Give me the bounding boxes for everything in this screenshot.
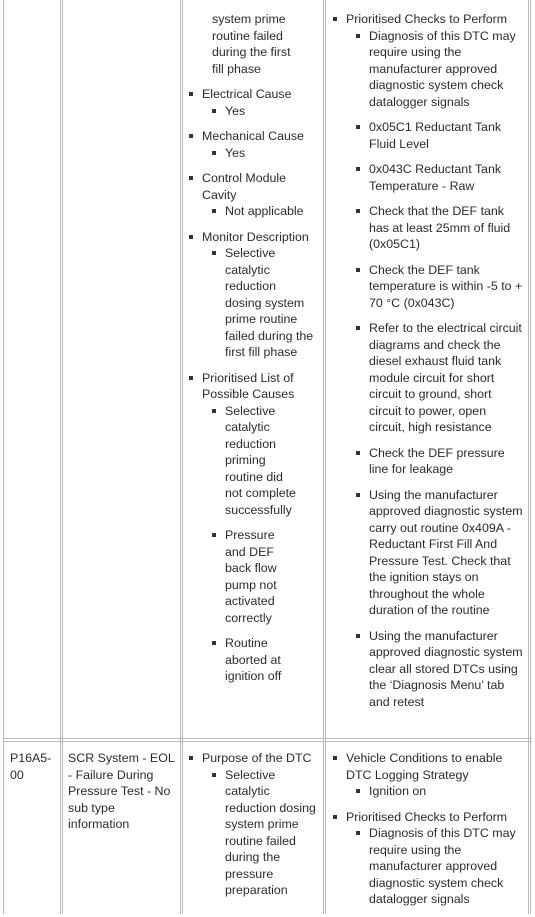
list-item: 0x05C1 Reductant Tank Fluid Level bbox=[356, 119, 525, 152]
row-divider bbox=[3, 738, 532, 739]
list-item: Monitor Description Selective catalytic reduction dosing system prime routine failed during the first fill phase bbox=[189, 229, 321, 361]
list-item: Prioritised Checks to Perform Diagnosis of this DTC may require using the manufacturer approved diagnostic system check datalogger signals 0x05C1 Reductant Tank Fluid Level 0x043C Reductant Tank Temperature - Raw Check that the DEF tank has at least 25mm of fluid (0x05C1) Check the DEF tank temperature is within -5 to + 70 °C (0x043C) Refer to the electrical circuit diagrams and check the diesel exhaust fluid tank module circuit for short circuit to ground, short circuit to power, open circuit, high resistance Check the DEF pressure line for leakage Using the manufacturer approved diagnostic system carry out routine 0x409A - Reductant First Fill And Pressure Test. Check that the ignition stays on throughout the whole duration of the routine Using the manufacturer approved diagnostic system clear all stored DTCs using the ‘Diagnosis Menu’ tab and retest bbox=[333, 11, 525, 710]
list-item: Mechanical Cause Yes bbox=[189, 128, 321, 161]
row2-col3 bbox=[189, 750, 321, 908]
col-divider-3b bbox=[325, 0, 326, 914]
row1-col3 bbox=[189, 11, 321, 694]
monitor-continuation: system prime routine failed during the first fill phase bbox=[212, 12, 291, 76]
list-item: Purpose of the DTC Selective catalytic reduction dosing system prime routine failed during the pressure preparation bbox=[189, 750, 321, 899]
list-item: Diagnosis of this DTC may require using the manufacturer approved diagnostic system check datalogger signals bbox=[356, 28, 525, 111]
col-divider-2 bbox=[180, 0, 181, 914]
list-item: Prioritised List of Possible Causes Selective catalytic reduction priming routine did not complete successfully Pressure and DEF back flow pump not activated correctly Routine aborted at ignition off bbox=[189, 370, 321, 685]
list-item: Routine aborted at ignition off bbox=[212, 635, 297, 685]
list-item: Check that the DEF tank has at least 25mm of fluid (0x05C1) bbox=[356, 203, 525, 253]
dtc-description: SCR System - EOL - Failure During Pressure Test - No sub type information bbox=[68, 751, 175, 831]
row-divider-b bbox=[3, 741, 532, 742]
list-item: Electrical Cause Yes bbox=[189, 86, 321, 119]
list-item: Prioritised Checks to Perform Diagnosis of this DTC may require using the manufacturer approved diagnostic system check datalogger signals bbox=[333, 809, 525, 908]
col-divider-2b bbox=[182, 0, 183, 914]
list-item: Check the DEF tank temperature is within -5 to + 70 °C (0x043C) bbox=[356, 262, 525, 312]
list-item: Diagnosis of this DTC may require using the manufacturer approved diagnostic system check datalogger signals bbox=[356, 825, 525, 908]
list-item: Pressure and DEF back flow pump not activated correctly bbox=[212, 527, 297, 626]
col-divider-3 bbox=[323, 0, 324, 914]
list-item: Vehicle Conditions to enable DTC Logging Strategy Ignition on bbox=[333, 750, 525, 800]
checks-list bbox=[356, 28, 525, 711]
cause-list bbox=[189, 86, 321, 685]
list-item: Selective catalytic reduction dosing system prime routine failed during the first fill phase bbox=[212, 245, 321, 361]
list-item: Selective catalytic reduction priming routine did not complete successfully bbox=[212, 403, 297, 519]
table-border-right-b bbox=[530, 0, 531, 914]
list-item: Yes bbox=[212, 103, 321, 120]
list-item: Check the DEF pressure line for leakage bbox=[356, 445, 525, 478]
dtc-code: P16A5-00 bbox=[10, 751, 52, 782]
list-item: Refer to the electrical circuit diagrams and check the diesel exhaust fluid tank module circuit for short circuit to ground, short circuit to power, open circuit, high resistance bbox=[356, 320, 525, 436]
row1-col4 bbox=[333, 11, 525, 719]
list-item: Not applicable bbox=[212, 203, 321, 220]
list-item: Yes bbox=[212, 145, 321, 162]
list-item: Control Module Cavity Not applicable bbox=[189, 170, 321, 220]
list-item: Using the manufacturer approved diagnostic system carry out routine 0x409A - Reductant First Fill And Pressure Test. Check that the ignition stays on throughout the whole duration of the routine bbox=[356, 487, 525, 619]
col-divider-1 bbox=[60, 0, 61, 914]
col-divider-1b bbox=[62, 0, 63, 914]
table-border-left bbox=[3, 0, 4, 914]
list-item: Selective catalytic reduction dosing system prime routine failed during the pressure preparation bbox=[212, 767, 321, 899]
row2-col4 bbox=[333, 750, 525, 917]
table-border-right bbox=[528, 0, 529, 914]
list-item: Ignition on bbox=[356, 783, 525, 800]
list-item: 0x043C Reductant Tank Temperature - Raw bbox=[356, 161, 525, 194]
list-item: Using the manufacturer approved diagnostic system clear all stored DTCs using the ‘Diagnosis Menu’ tab and retest bbox=[356, 628, 525, 711]
